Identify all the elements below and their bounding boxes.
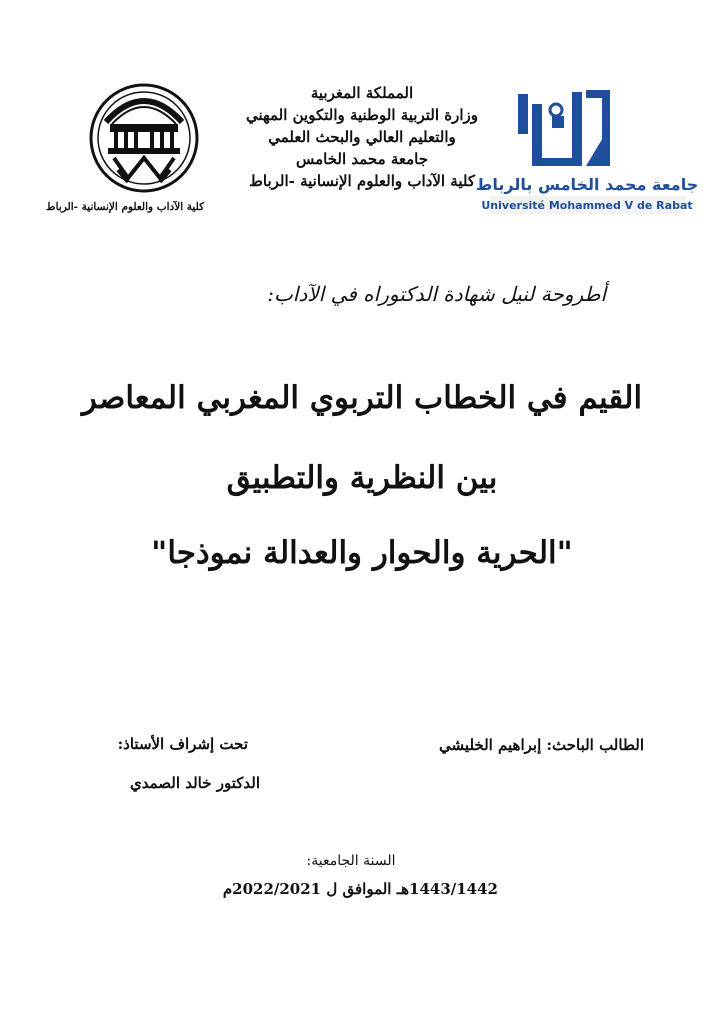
academic-year-value: 1443/1442هـ الموافق ل 2022/2021م [222,880,498,898]
thesis-title-line2: بين النظرية والتطبيق [226,460,498,496]
thesis-degree-subtitle: أطروحة لنيل شهادة الدكتوراه في الآداب: [267,282,606,306]
university-logo-arabic: جامعة محمد الخامس بالرباط [475,175,699,194]
university-logo [475,86,699,216]
header-line-faculty: كلية الآداب والعلوم الإنسانية -الرباط [249,172,475,190]
institution-header [220,82,504,192]
header-line-ministry: وزارة التربية الوطنية والتكوين المهني [246,106,478,124]
supervisor-name: الدكتور خالد الصمدي [129,774,260,792]
faculty-emblem-logo [88,82,200,194]
faculty-caption-left: كلية الآداب والعلوم الإنسانية -الرباط [45,201,205,213]
student-name: الطالب الباحث: إبراهيم الخليشي [439,736,644,754]
header-line-higher-education: والتعليم العالي والبحث العلمي [268,128,456,146]
academic-year-label: السنة الجامعية: [306,853,396,869]
thesis-title-line3: "الحرية والحوار والعدالة نموذجا" [151,535,573,571]
header-line-university: جامعة محمد الخامس [295,150,428,168]
header-line-kingdom: المملكة المغربية [310,84,414,102]
university-logo-french: Université Mohammed V de Rabat [481,199,693,212]
thesis-title-line1: القيم في الخطاب التربوي المغربي المعاصر [81,380,643,416]
supervision-label: تحت إشراف الأستاذ: [117,735,248,753]
